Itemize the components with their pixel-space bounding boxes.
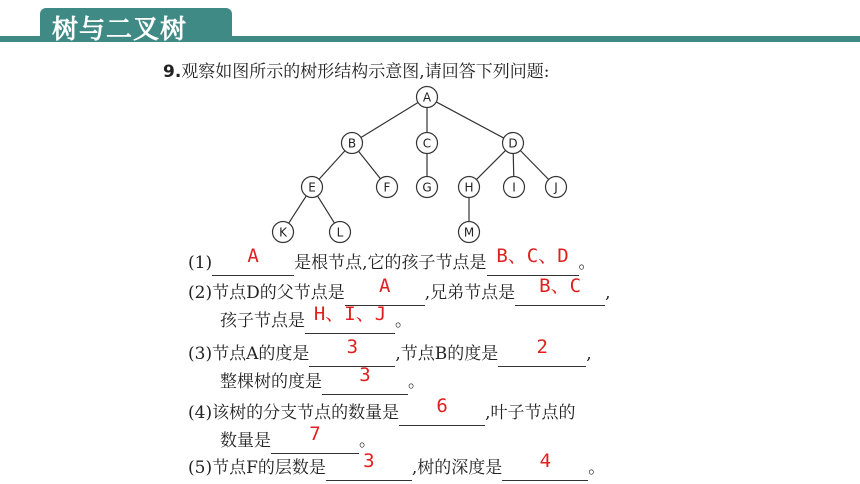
q3-text: ,节点B的度是 — [395, 344, 499, 364]
q3b-label: 整棵树的度是 — [220, 372, 322, 392]
tree-edge-A-B — [361, 102, 418, 137]
answer-d-children: H、I、J — [313, 303, 387, 325]
answer-d-parent: A — [378, 275, 391, 297]
tree-node-E — [302, 177, 323, 198]
answer-d-siblings: B、C — [539, 275, 582, 297]
tree-node-F — [377, 177, 398, 198]
tree-edge-D-H — [476, 150, 505, 179]
q2-end: , — [605, 283, 611, 303]
tree-edge-A-D — [436, 102, 503, 138]
tree-node-label: D — [508, 136, 518, 151]
tree-edge-B-E — [319, 151, 345, 179]
tree-edge-D-J — [520, 151, 548, 180]
tree-node-label: H — [464, 180, 474, 195]
tree-nodes — [273, 87, 567, 243]
blank-f-level — [326, 450, 412, 481]
tree-node-J — [546, 177, 567, 198]
blank-tree-depth — [502, 450, 588, 481]
tree-node-A — [417, 87, 438, 108]
blank-leaf-count — [271, 423, 359, 454]
tree-edge-B-F — [359, 151, 381, 179]
q3-label: (3)节点A的度是 — [188, 344, 310, 364]
q2-line — [188, 275, 611, 306]
tree-node-B — [342, 133, 363, 154]
tree-node-label: K — [279, 225, 287, 240]
answer-b-degree: 2 — [536, 336, 548, 358]
blank-d-siblings — [515, 275, 605, 306]
answer-leaf-count: 7 — [309, 423, 321, 445]
q1-label: (1) — [188, 253, 213, 273]
tree-node-H — [459, 177, 480, 198]
tree-edges — [289, 102, 549, 223]
q5-text: ,树的深度是 — [411, 458, 503, 478]
question-number: 9. — [163, 62, 182, 82]
blank-root-children — [487, 245, 579, 276]
tree-node-D — [503, 133, 524, 154]
tree-edge-D-I — [513, 153, 514, 176]
tree-edge-E-K — [289, 196, 307, 223]
q1-text: 是根节点,它的孩子节点是 — [294, 253, 487, 273]
q4b-line — [220, 423, 376, 454]
tree-node-C — [417, 133, 438, 154]
tree-node-L — [330, 222, 351, 243]
answer-a-degree: 3 — [346, 336, 359, 358]
q1-line — [188, 245, 596, 276]
answer-branch-count: 6 — [436, 395, 448, 417]
tree-node-label: B — [347, 136, 357, 151]
q5-line — [188, 450, 606, 481]
answer-tree-depth: 4 — [539, 450, 552, 472]
blank-branch-count — [399, 395, 485, 426]
tree-node-label: E — [308, 180, 316, 195]
q4-text: ,叶子节点的 — [485, 403, 576, 423]
blank-b-degree — [498, 336, 586, 367]
q2-text: ,兄弟节点是 — [424, 283, 516, 303]
question-prompt: 观察如图所示的树形结构示意图,请回答下列问题: — [181, 62, 550, 82]
q3-line — [188, 336, 592, 367]
q1-end: 。 — [578, 253, 596, 273]
tree-node-label: I — [512, 180, 516, 195]
q5-label: (5)节点F的层数是 — [188, 458, 326, 478]
q2b-end: 。 — [395, 311, 412, 331]
header-title: 树与二叉树 — [52, 15, 188, 45]
blank-d-children — [305, 303, 395, 334]
blank-root — [212, 245, 294, 276]
q2b-line — [220, 303, 412, 334]
tree-node-G — [417, 177, 438, 198]
q3-end: , — [586, 344, 592, 364]
answer-tree-degree: 3 — [359, 364, 371, 386]
q2-label: (2)节点D的父节点是 — [188, 283, 345, 303]
tree-node-label: J — [554, 180, 558, 195]
tree-node-I — [504, 177, 525, 198]
tree-node-M — [459, 222, 480, 243]
q4-label: (4)该树的分支节点的数量是 — [188, 403, 400, 423]
q3b-line — [220, 364, 425, 395]
tree-node-label: A — [422, 90, 432, 105]
tree-node-label: F — [383, 180, 391, 195]
tree-node-label: M — [463, 225, 475, 240]
answer-root: A — [247, 245, 259, 267]
tree-node-label: G — [422, 180, 432, 195]
q5-end: 。 — [588, 458, 606, 478]
q4-line — [188, 395, 576, 426]
q4b-end: 。 — [359, 431, 376, 451]
blank-a-degree — [309, 336, 395, 367]
answer-root-children: B、C、D — [496, 245, 569, 267]
blank-tree-degree — [322, 364, 408, 395]
tree-node-label: L — [336, 225, 344, 240]
q4b-label: 数量是 — [220, 431, 271, 451]
q2b-label: 孩子节点是 — [220, 311, 305, 331]
tree-edge-E-L — [318, 196, 335, 223]
tree-node-label: C — [422, 136, 432, 151]
q3b-end: 。 — [408, 372, 425, 392]
answer-f-level: 3 — [363, 450, 375, 472]
tree-node-K — [273, 222, 294, 243]
